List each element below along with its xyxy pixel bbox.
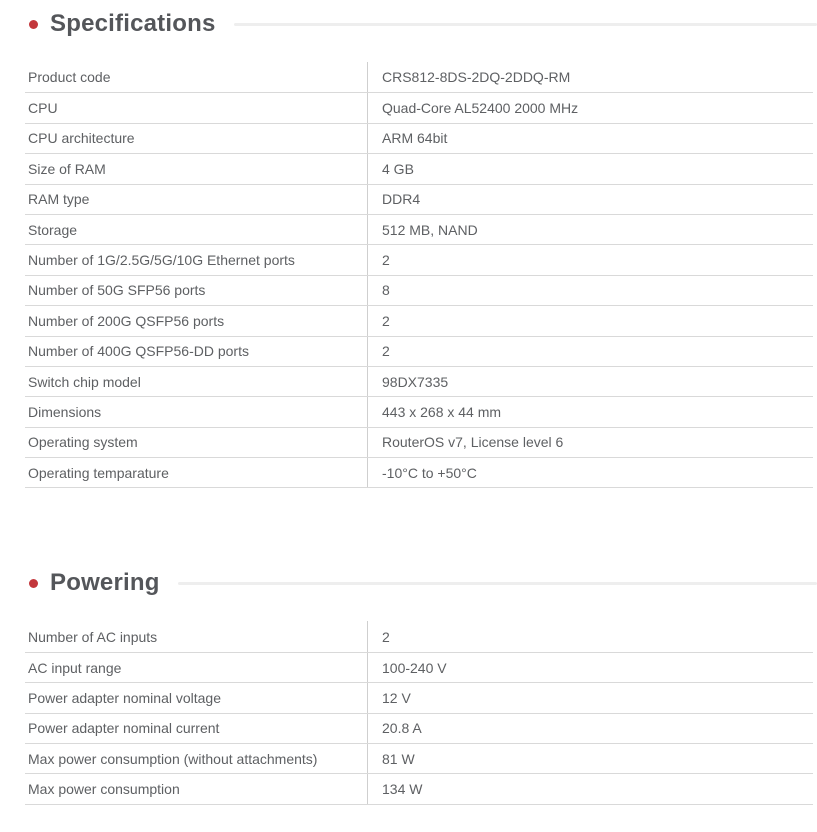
spec-value: 8 [382,282,390,299]
powering-header [0,567,817,599]
spec-row [25,62,813,92]
spec-value: 12 V [382,689,411,706]
spec-row [25,773,813,803]
spec-value: 81 W [382,750,415,767]
spec-label: Switch chip model [25,367,368,396]
spec-label: CPU architecture [25,124,368,153]
spec-value: RouterOS v7, License level 6 [382,434,564,451]
spec-value: 2 [382,343,390,360]
spec-row [25,743,813,773]
spec-value: 4 GB [382,160,414,177]
spec-label: Operating temparature [25,458,368,487]
spec-row [25,275,813,305]
section-title-powering: Powering [50,569,160,597]
section-title-specifications: Specifications [50,10,216,37]
spec-value: 134 W [382,781,423,798]
spec-value: 98DX7335 [382,373,449,390]
spec-value: DDR4 [382,191,421,208]
spec-label: Power adapter nominal current [25,714,368,743]
header-divider-line [178,582,817,585]
spec-value: 2 [382,628,390,645]
spec-row [25,336,813,366]
spec-value: ARM 64bit [382,130,448,147]
spec-value: CRS812-8DS-2DQ-2DDQ-RM [382,69,571,86]
spec-label: Power adapter nominal voltage [25,683,368,712]
section-powering [0,567,817,804]
section-specifications [0,8,817,488]
spec-value: 512 MB, NAND [382,221,478,238]
spec-label: Storage [25,215,368,244]
spec-row [25,682,813,712]
spec-label: AC input range [25,653,368,682]
spec-label: CPU [25,93,368,122]
spec-value: 20.8 A [382,720,422,737]
spec-row [25,457,813,487]
spec-row [25,184,813,214]
spec-row [25,396,813,426]
spec-value: 2 [382,312,390,329]
spec-row [25,123,813,153]
spec-row [25,621,813,651]
specifications-header [0,8,817,40]
spec-row [25,214,813,244]
spec-label: Max power consumption [25,774,368,803]
spec-label: Max power consumption (without attachments) [25,744,368,773]
top-spacer [0,0,817,8]
spec-label: Product code [25,62,368,92]
spec-label: RAM type [25,185,368,214]
spec-value: 443 x 268 x 44 mm [382,403,502,420]
red-bullet-icon [29,20,38,29]
spec-row [25,652,813,682]
section-gap [0,488,817,567]
spec-value: -10°C to +50°C [382,464,477,481]
spec-row [25,427,813,457]
spec-row [25,305,813,335]
specifications-table [25,62,813,488]
spec-label: Number of AC inputs [25,621,368,651]
spec-row [25,244,813,274]
red-bullet-icon [29,579,38,588]
spec-label: Size of RAM [25,154,368,183]
spec-label: Number of 1G/2.5G/5G/10G Ethernet ports [25,245,368,274]
spec-label: Operating system [25,428,368,457]
spec-row [25,92,813,122]
spec-row [25,366,813,396]
spec-label: Number of 50G SFP56 ports [25,276,368,305]
spec-row [25,713,813,743]
spec-value: Quad-Core AL52400 2000 MHz [382,100,579,117]
spec-row [25,153,813,183]
header-divider-line [234,23,817,26]
spec-label: Number of 200G QSFP56 ports [25,306,368,335]
spec-label: Number of 400G QSFP56-DD ports [25,337,368,366]
powering-table [25,621,813,804]
spec-label: Dimensions [25,397,368,426]
spec-value: 100-240 V [382,659,447,676]
spec-value: 2 [382,252,390,269]
